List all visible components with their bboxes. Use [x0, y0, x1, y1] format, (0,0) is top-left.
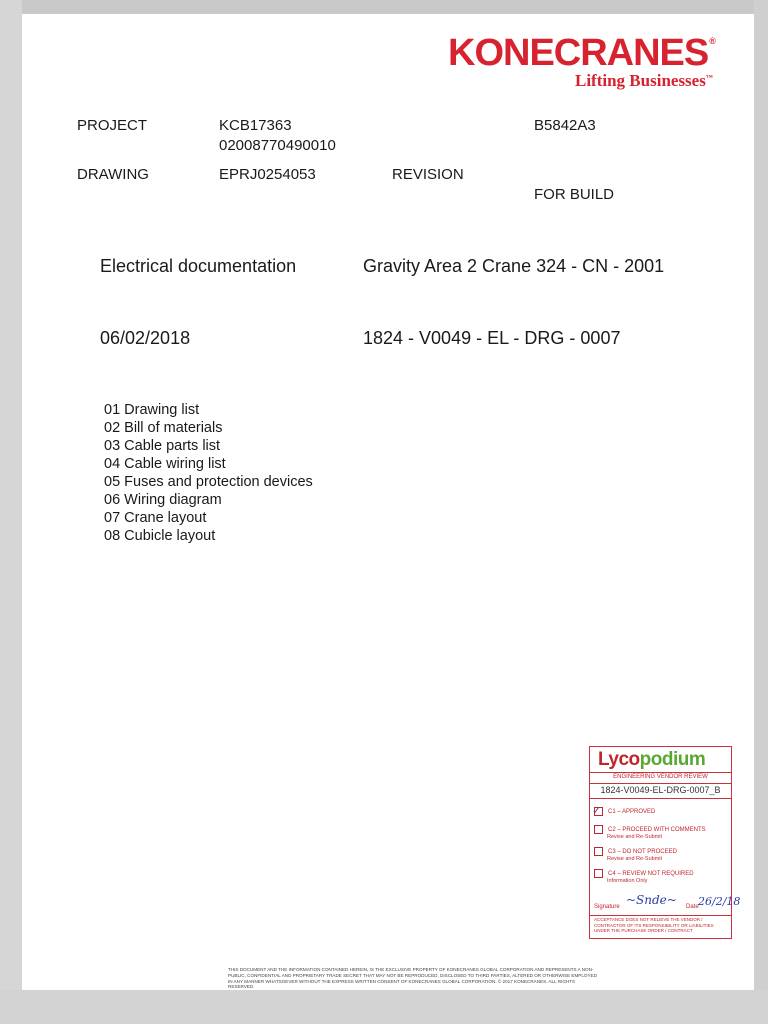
divider — [590, 772, 731, 773]
option-label: C2 – PROCEED WITH COMMENTS — [608, 827, 706, 834]
list-item: 01 Drawing list — [104, 402, 200, 418]
revision-value: FOR BUILD — [534, 186, 615, 203]
vendor-review-stamp — [589, 746, 741, 939]
divider — [590, 783, 731, 784]
project-label: PROJECT — [77, 117, 148, 134]
drawing-label: DRAWING — [77, 166, 149, 183]
signature-label: Signature — [594, 904, 620, 910]
list-item: 07 Crane layout — [104, 510, 207, 526]
list-item: 08 Cubicle layout — [104, 528, 216, 544]
logo-registered-mark: ® — [709, 36, 715, 46]
project-number: 02008770490010 — [219, 137, 336, 154]
document-date: 06/02/2018 — [100, 328, 191, 348]
checkbox-icon — [594, 807, 603, 816]
checkbox-icon — [594, 869, 603, 878]
option-sub: Revise and Re-Submit — [607, 856, 663, 862]
list-item: 05 Fuses and protection devices — [104, 474, 313, 490]
podium-text: podium — [639, 749, 706, 770]
date-value: 26/2/18 — [698, 895, 741, 908]
checkmark-icon: ✓ — [592, 805, 602, 817]
signature-mark: ~Snde~ — [626, 893, 677, 907]
contents-list — [104, 401, 313, 545]
drawing-code: EPRJ0254053 — [219, 166, 316, 183]
checkbox-icon — [594, 825, 603, 834]
option-c1 — [594, 807, 655, 816]
confidentiality-footer: THIS DOCUMENT AND THE INFORMATION CONTAINED HEREIN, IS THE EXCLUSIVE PROPERTY OF KONECRANES GLOBAL CORPORATION AND REPRESENTS A NON-PUBLIC, CONFIDENTIAL AND PROPRIETARY TRADE SECRET THAT MAY NOT BE REPRODUCED, DISCLOSED TO THIRD PARTIES, ALTERED OR OTHERWISE EMPLOYED IN ANY MANNER WHATSOEVER WITHOUT THE EXPRESS WRITTEN CONSENT OF KONECRANES GLOBAL CORPORATION. © 2017 KONECRANES. ALL RIGHTS RESERVED. — [228, 967, 597, 990]
option-c2 — [594, 825, 706, 840]
lyco-text: Lyco — [598, 749, 640, 770]
option-c4 — [594, 869, 694, 884]
scan-border-top — [0, 0, 768, 14]
option-c3 — [594, 847, 677, 862]
konecranes-logo — [448, 32, 715, 75]
stamp-disclaimer: ACCEPTANCE DOES NOT RELIEVE THE VENDOR / CONTRACTOR OF ITS RESPONSIBILITY OR LIABILITIES UNDER THE PURCHASE ORDER / CONTRACT — [594, 917, 714, 933]
option-label: C4 – REVIEW NOT REQUIRED — [608, 871, 694, 878]
document-number: 1824 - V0049 - EL - DRG - 0007 — [363, 328, 621, 348]
divider — [590, 915, 731, 916]
checkbox-icon — [594, 847, 603, 856]
option-sub: Revise and Re-Submit — [607, 834, 663, 840]
list-item: 03 Cable parts list — [104, 438, 221, 454]
date-label: Date — [686, 904, 699, 910]
revision-label: REVISION — [392, 166, 464, 183]
project-code: KCB17363 — [219, 117, 292, 134]
logo-tagline — [575, 71, 713, 91]
list-item: 06 Wiring diagram — [104, 492, 222, 508]
lycopodium-logo — [598, 749, 705, 771]
option-sub: Information Only — [607, 878, 648, 884]
option-label: C3 – DO NOT PROCEED — [608, 849, 677, 856]
stamp-doc-ref: 1824-V0049-EL-DRG-0007_B — [600, 785, 721, 795]
scan-border-right — [754, 0, 768, 1024]
stamp-heading: ENGINEERING VENDOR REVIEW — [613, 774, 708, 780]
document-subject: Gravity Area 2 Crane 324 - CN - 2001 — [363, 256, 665, 276]
list-item: 04 Cable wiring list — [104, 456, 226, 472]
sheet-code: B5842A3 — [534, 117, 596, 134]
document-type: Electrical documentation — [100, 256, 297, 276]
logo-brand: KONECRANES — [448, 32, 709, 74]
option-label: C1 – APPROVED — [608, 809, 656, 816]
scan-border-left — [0, 0, 22, 1024]
scan-border-bottom — [0, 990, 768, 1024]
tagline-text: Lifting Businesses — [575, 71, 706, 90]
divider — [590, 798, 731, 799]
list-item: 02 Bill of materials — [104, 420, 223, 436]
tagline-tm: ™ — [705, 73, 713, 82]
